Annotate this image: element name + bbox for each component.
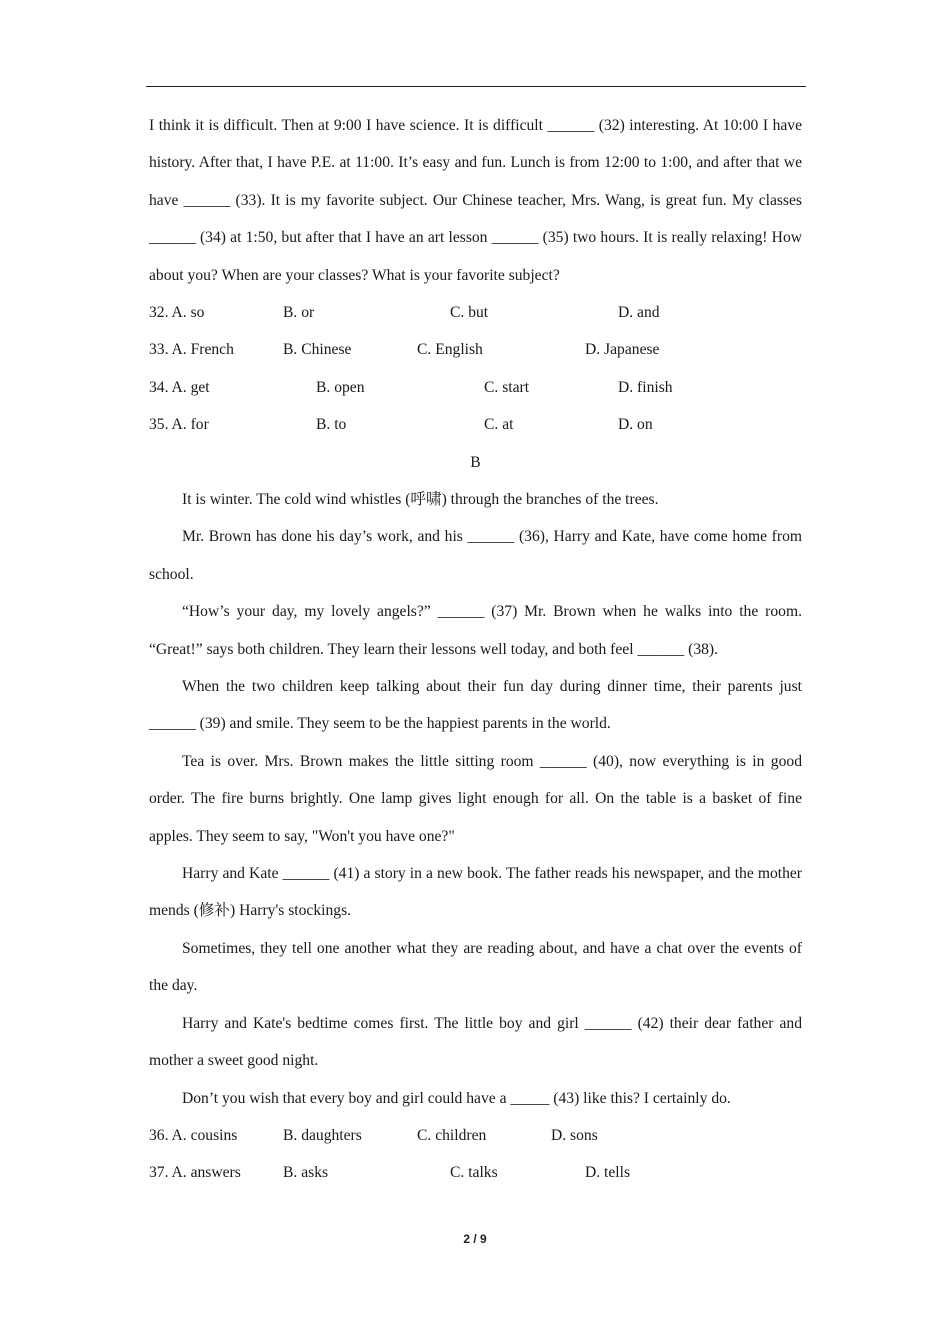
header-rule <box>146 86 806 87</box>
passage-b-paragraph: “How’s your day, my lovely angels?” ______ (37) Mr. Brown when he walks into the room. “Great!” says both children. They learn their lessons well today, and both feel ______ (38). <box>149 603 802 658</box>
option-d: D. sons <box>551 1126 598 1144</box>
passage-a-paragraph: I think it is difficult. Then at 9:00 I have science. It is difficult ______ (32) interesting. At 10:00 I have history. After that, I have P.E. at 11:00. It’s easy and fun. Lunch is from 12:00 to 1:00, and after that we have ______ (33). It is my favorite subject. Our Chinese teacher, Mrs. Wang, is great fun. My classes ______ (34) at 1:50, but after that I have an art lesson ______ (35) two hours. It is really relaxing! How about you? When are your classes? What is your favorite subject? <box>149 117 802 284</box>
option-b: B. daughters <box>283 1126 362 1144</box>
passage-b-paragraph: Don’t you wish that every boy and girl could have a _____ (43) like this? I certainly do. <box>182 1089 731 1107</box>
option-a: 32. A. so <box>149 304 205 322</box>
question-35 <box>149 406 802 443</box>
option-b: B. or <box>283 304 315 322</box>
question-34 <box>149 369 802 406</box>
option-d: D. Japanese <box>585 341 660 359</box>
option-a: 36. A. cousins <box>149 1126 238 1144</box>
option-d: D. on <box>618 416 653 434</box>
page-number: 2 / 9 <box>463 1232 487 1246</box>
question-33 <box>149 331 802 368</box>
option-b: B. asks <box>283 1164 329 1182</box>
section-b-title: B <box>470 453 481 471</box>
option-a: 33. A. French <box>149 341 234 359</box>
passage-b-paragraph: Tea is over. Mrs. Brown makes the little sitting room ______ (40), now everything is in good order. The fire burns brightly. One lamp gives light enough for all. On the table is a basket of fine apples. They seem to say, "Won't you have one?" <box>149 752 802 845</box>
passage-b-paragraph: It is winter. The cold wind whistles (呼啸) through the branches of the trees. <box>182 491 659 508</box>
option-c: C. English <box>417 341 483 359</box>
question-36 <box>149 1117 802 1154</box>
passage-b-paragraph: Harry and Kate's bedtime comes first. The little boy and girl ______ (42) their dear father and mother a sweet good night. <box>149 1014 802 1070</box>
option-c: C. start <box>484 378 530 396</box>
option-d: D. tells <box>585 1164 631 1182</box>
option-b: B. to <box>316 416 347 434</box>
passage-b-paragraph: Harry and Kate ______ (41) a story in a new book. The father reads his newspaper, and the mother mends (修补) Harry's stockings. <box>149 865 802 920</box>
option-a: 35. A. for <box>149 416 209 434</box>
option-c: C. but <box>450 304 489 322</box>
option-d: D. and <box>618 304 660 322</box>
option-a: 37. A. answers <box>149 1164 241 1182</box>
option-c: C. at <box>484 416 514 434</box>
option-d: D. finish <box>618 378 673 396</box>
option-a: 34. A. get <box>149 378 210 396</box>
passage-b-paragraph: Mr. Brown has done his day’s work, and his ______ (36), Harry and Kate, have come home from school. <box>149 528 802 583</box>
option-b: B. open <box>316 378 365 396</box>
passage-b-paragraph: When the two children keep talking about their fun day during dinner time, their parents just ______ (39) and smile. They seem to be the happiest parents in the world. <box>149 678 802 733</box>
question-37 <box>149 1154 802 1191</box>
question-32 <box>149 294 802 331</box>
option-c: C. children <box>417 1126 487 1144</box>
option-c: C. talks <box>450 1164 498 1182</box>
option-b: B. Chinese <box>283 341 352 359</box>
page-content <box>149 107 802 1192</box>
passage-b-paragraph: Sometimes, they tell one another what they are reading about, and have a chat over the events of the day. <box>149 939 802 995</box>
